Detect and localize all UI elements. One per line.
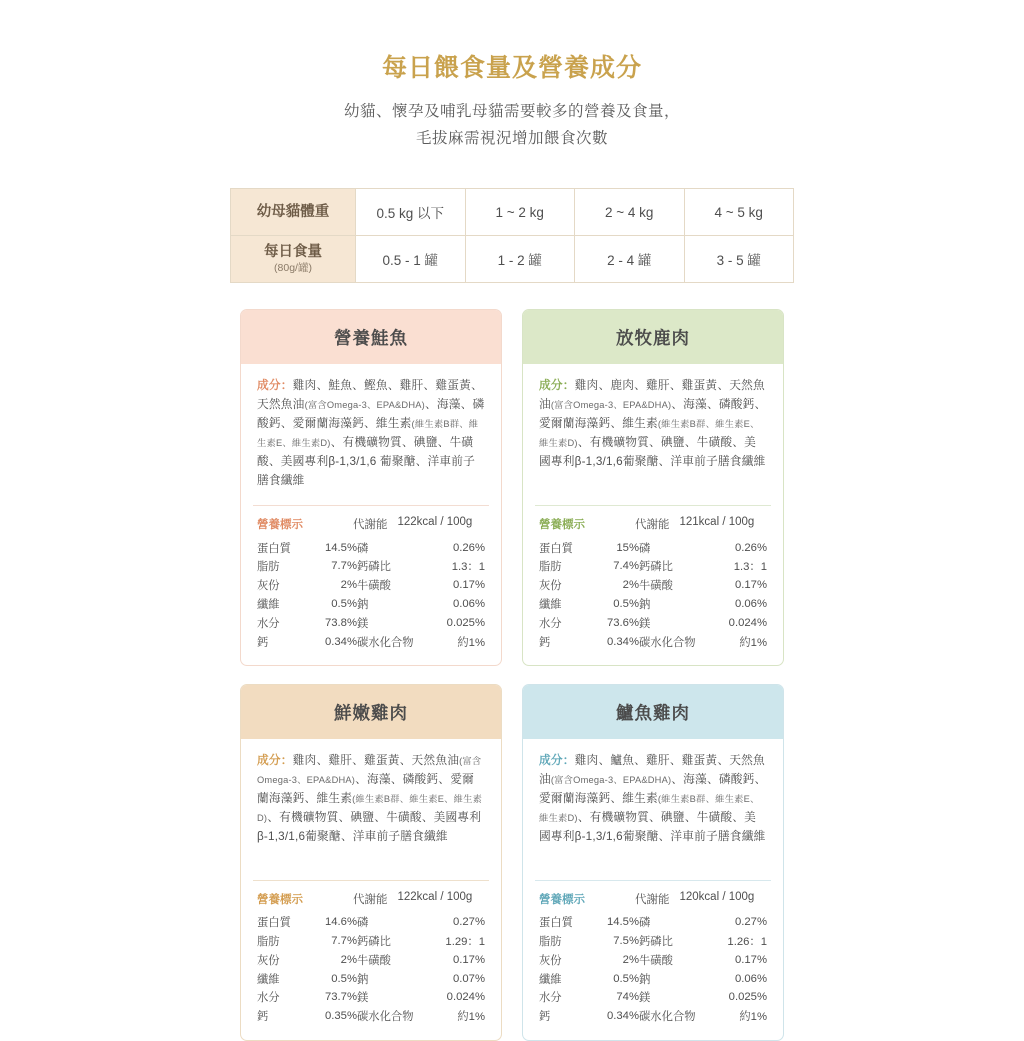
nutrient-name: 鈣 (539, 1011, 551, 1024)
subtitle-line-1: 幼貓、懷孕及哺乳母貓需要較多的營養及食量， (343, 103, 680, 120)
nutrient-name: 鈣 (257, 636, 269, 649)
row-header-weight: 幼母貓體重 (231, 189, 356, 236)
table-row (257, 951, 485, 970)
nutrient-name: 水分 (257, 617, 280, 630)
nutrient-value: 2% (340, 579, 357, 592)
ingredients-label: 成分： (539, 753, 575, 767)
ingredients-note-1: (富含Omega-3、EPA&DHA) (550, 774, 672, 785)
ingredients-label: 成分： (257, 379, 293, 393)
product-grid (230, 309, 794, 1040)
feeding-table-wrapper (230, 188, 794, 283)
nutrient-name: 牛磺酸 (639, 580, 673, 593)
nutrient-name: 蛋白質 (257, 917, 291, 930)
energy-label: 代謝能 (353, 519, 388, 532)
nutrient-value: 0.06% (734, 972, 767, 985)
feeding-table (230, 188, 794, 283)
nutrient-name: 灰份 (539, 954, 562, 967)
energy-value: 121kcal / 100g (679, 516, 755, 529)
table-row (539, 595, 767, 614)
table-row (257, 538, 485, 557)
nutrient-name: 灰份 (257, 580, 280, 593)
ingredients-text-4: 、有機礦物質、碘鹽、牛磺酸、美國專利β-1,3/1,6 葡聚醣、洋車前子膳食纖維 (257, 436, 476, 488)
nutrient-value: 1.3：1 (451, 561, 485, 574)
table-row (257, 932, 485, 951)
nutrient-name: 牛磺酸 (639, 954, 673, 967)
nutrient-value: 0.5% (331, 972, 357, 985)
ingredients-note-2: (維生素B群、維生素E、維生素D) (539, 793, 760, 823)
nutrient-value: 0.024% (728, 616, 767, 629)
ingredients-text-2: 天然魚油 (257, 398, 305, 412)
nutrient-name: 磷 (639, 542, 651, 555)
ingredients-text-1: 雞肉、雞肝、雞蛋黃、天然魚油 (292, 753, 460, 767)
product-card-chicken (240, 684, 502, 1041)
table-row (257, 576, 485, 595)
nutrient-name: 牛磺酸 (357, 580, 391, 593)
nutrient-name: 鈣 (539, 636, 551, 649)
ingredients-text-1: 雞肉、鹿肉、雞肝、雞蛋黃、天然魚油 (539, 379, 765, 412)
ingredients-note-1: (富含Omega-3、EPA&DHA) (257, 755, 482, 785)
energy-label: 代謝能 (635, 893, 670, 906)
nutrient-name: 磷 (357, 917, 369, 930)
ingredients-text-1: 雞肉、鱸魚、雞肝、雞蛋黃、天然魚油 (539, 753, 765, 786)
ingredients-text-3: 、海藻、磷酸鈣、愛爾蘭海藻鈣、維生素 (257, 772, 474, 805)
table-row (539, 613, 767, 632)
row-header-amount (231, 236, 356, 283)
nutrient-name: 脂肪 (539, 561, 562, 574)
energy-value: 122kcal / 100g (397, 890, 473, 903)
table-row (539, 951, 767, 970)
ingredients-text-4: 、有機礦物質、碘鹽、牛磺酸、美國專利β-1,3/1,6葡聚醣、洋車前子膳食纖維 (539, 810, 766, 843)
nutrient-name: 水分 (539, 992, 562, 1005)
product-ingredients (241, 739, 501, 880)
product-ingredients (523, 739, 783, 880)
nutrition-header (539, 516, 767, 532)
product-title: 鱸魚雞肉 (523, 685, 783, 739)
amount-cell-3: 3 - 5 罐 (684, 236, 794, 283)
nutrient-name: 碳水化合物 (357, 1011, 414, 1024)
ingredients-note-2: (維生素B群、維生素E、維生素D) (257, 793, 483, 823)
table-row (257, 613, 485, 632)
product-title: 營養鮭魚 (241, 310, 501, 364)
ingredients-text-4: 、有機礦物質、碘鹽、牛磺酸、美國專利β-1,3/1,6葡聚醣、洋車前子膳食纖維 (257, 810, 482, 843)
page-subtitle (230, 98, 794, 152)
ingredients-text-1: 雞肉、鮭魚、鰹魚、雞肝、雞蛋黃、 (292, 379, 483, 393)
energy-label: 代謝能 (353, 893, 388, 906)
table-row (257, 913, 485, 932)
nutrient-name: 纖維 (539, 598, 562, 611)
nutrient-value: 0.024% (446, 991, 485, 1004)
ingredients-note-2: (維生素B群、維生素E、維生素D) (539, 419, 760, 449)
nutrient-value: 2% (340, 953, 357, 966)
nutrition-header (257, 891, 485, 907)
nutrient-name: 鎂 (639, 617, 651, 630)
row-header-amount-sublabel: (80g/罐) (274, 262, 312, 275)
nutrient-name: 脂肪 (539, 936, 562, 949)
product-title: 放牧鹿肉 (523, 310, 783, 364)
table-row (539, 932, 767, 951)
nutrient-value: 0.27% (734, 916, 767, 929)
nutrient-name: 鈉 (357, 973, 369, 986)
nutrient-value: 73.8% (324, 616, 357, 629)
nutrient-name: 鎂 (639, 992, 651, 1005)
nutrient-value: 0.26% (452, 541, 485, 554)
table-row (257, 969, 485, 988)
table-row (539, 538, 767, 557)
nutrient-name: 水分 (257, 992, 280, 1005)
product-ingredients (523, 364, 783, 505)
table-row (257, 632, 485, 651)
nutrient-name: 碳水化合物 (639, 1011, 696, 1024)
nutrient-value: 1.29：1 (445, 936, 485, 949)
table-row (257, 595, 485, 614)
nutrition-label: 營養標示 (257, 519, 303, 532)
nutrient-value: 1.26：1 (727, 936, 767, 949)
ingredients-text-3: 、海藻、磷酸鈣、愛爾蘭海藻鈣、維生素 (257, 398, 485, 431)
nutrient-value: 0.17% (452, 953, 485, 966)
nutrient-value: 15% (616, 541, 639, 554)
nutrient-name: 蛋白質 (257, 542, 291, 555)
nutrient-value: 14.5% (324, 541, 357, 554)
nutrition-table (539, 913, 767, 1026)
product-card-salmon (240, 309, 502, 666)
nutrition-header (539, 891, 767, 907)
weight-cell-0: 0.5 kg 以下 (356, 189, 466, 236)
nutrient-value: 0.34% (606, 635, 639, 648)
table-row (539, 557, 767, 576)
nutrient-value: 2% (622, 953, 639, 966)
nutrient-value: 0.26% (734, 541, 767, 554)
nutrient-value: 0.07% (452, 972, 485, 985)
nutrient-name: 磷 (357, 542, 369, 555)
energy-label: 代謝能 (635, 519, 670, 532)
nutrient-name: 碳水化合物 (357, 636, 414, 649)
nutrient-value: 14.6% (324, 916, 357, 929)
nutrient-value: 7.4% (613, 560, 639, 573)
nutrient-name: 蛋白質 (539, 917, 573, 930)
nutrient-value: 0.17% (452, 579, 485, 592)
nutrient-value: 約1% (739, 1011, 767, 1024)
nutrient-name: 纖維 (539, 973, 562, 986)
ingredients-text-3: 、海藻、磷酸鈣、愛爾蘭海藻鈣、維生素 (539, 772, 767, 805)
nutrient-name: 鈉 (639, 973, 651, 986)
nutrient-value: 約1% (739, 636, 767, 649)
nutrient-value: 7.7% (331, 560, 357, 573)
ingredients-note-1: (富含Omega-3、EPA&DHA) (550, 400, 672, 411)
nutrient-name: 鈉 (639, 598, 651, 611)
product-title: 鮮嫩雞肉 (241, 685, 501, 739)
nutrient-value: 74% (616, 991, 639, 1004)
ingredients-text-3: 、海藻、磷酸鈣、愛爾蘭海藻鈣、維生素 (539, 398, 767, 431)
table-row (257, 988, 485, 1007)
table-row (257, 557, 485, 576)
nutrition-section (241, 881, 501, 1040)
nutrient-name: 纖維 (257, 973, 280, 986)
weight-cell-1: 1 ~ 2 kg (465, 189, 575, 236)
table-row (539, 632, 767, 651)
nutrition-section (241, 506, 501, 665)
ingredients-note-2: (維生素B群、維生素E、維生素D) (257, 419, 479, 449)
amount-cell-2: 2 - 4 罐 (575, 236, 685, 283)
nutrient-value: 7.5% (613, 935, 639, 948)
nutrition-header (257, 516, 485, 532)
nutrient-value: 0.06% (734, 597, 767, 610)
ingredients-text-4: 、有機礦物質、碘鹽、牛磺酸、美國專利β-1,3/1,6葡聚醣、洋車前子膳食纖維 (539, 436, 766, 469)
ingredients-note-1: (富含Omega-3、EPA&DHA) (304, 400, 425, 411)
nutrient-name: 鈣 (257, 1011, 269, 1024)
nutrition-label: 營養標示 (539, 893, 585, 906)
nutrient-name: 水分 (539, 617, 562, 630)
table-row (539, 1007, 767, 1026)
nutrient-value: 0.35% (324, 1010, 357, 1023)
table-row (539, 913, 767, 932)
nutrient-value: 73.7% (324, 991, 357, 1004)
row-header-amount-label: 每日食量 (264, 244, 322, 261)
nutrient-value: 0.5% (613, 597, 639, 610)
page-title: 每日餵食量及營養成分 (381, 54, 642, 82)
nutrient-value: 0.025% (446, 616, 485, 629)
nutrient-name: 鎂 (357, 617, 369, 630)
nutrient-value: 7.7% (331, 935, 357, 948)
nutrient-name: 鈣磷比 (357, 936, 391, 949)
nutrient-name: 脂肪 (257, 936, 280, 949)
table-row-amount (231, 236, 794, 283)
nutrient-name: 鈣磷比 (357, 561, 391, 574)
product-card-seabass (522, 684, 784, 1041)
nutrient-value: 1.3：1 (733, 561, 767, 574)
nutrient-name: 磷 (639, 917, 651, 930)
energy-value: 120kcal / 100g (679, 890, 755, 903)
nutrition-label: 營養標示 (257, 893, 303, 906)
nutrient-value: 約1% (457, 636, 485, 649)
nutrient-value: 0.025% (728, 991, 767, 1004)
nutrition-label: 營養標示 (539, 519, 585, 532)
nutrient-name: 蛋白質 (539, 542, 573, 555)
nutrient-value: 0.34% (324, 635, 357, 648)
table-row (257, 1007, 485, 1026)
nutrient-value: 0.17% (734, 953, 767, 966)
nutrient-value: 0.5% (331, 597, 357, 610)
nutrient-name: 脂肪 (257, 561, 280, 574)
nutrient-name: 牛磺酸 (357, 954, 391, 967)
product-card-venison (522, 309, 784, 666)
energy-value: 122kcal / 100g (397, 516, 473, 529)
nutrition-table (257, 538, 485, 651)
nutrient-name: 鈣磷比 (639, 936, 673, 949)
table-row (539, 988, 767, 1007)
table-row (539, 969, 767, 988)
nutrition-section (523, 881, 783, 1040)
nutrient-value: 14.5% (606, 916, 639, 929)
nutrient-value: 2% (622, 579, 639, 592)
table-row (539, 576, 767, 595)
nutrient-value: 0.17% (734, 579, 767, 592)
nutrient-name: 灰份 (257, 954, 280, 967)
nutrient-name: 纖維 (257, 598, 280, 611)
nutrition-table (539, 538, 767, 651)
amount-cell-0: 0.5 - 1 罐 (356, 236, 466, 283)
nutrient-value: 約1% (457, 1011, 485, 1024)
nutrition-table (257, 913, 485, 1026)
nutrient-name: 灰份 (539, 580, 562, 593)
nutrient-name: 鈣磷比 (639, 561, 673, 574)
nutrient-name: 鎂 (357, 992, 369, 1005)
nutrient-name: 鈉 (357, 598, 369, 611)
weight-cell-3: 4 ~ 5 kg (684, 189, 794, 236)
subtitle-line-2: 毛拔麻需視況增加餵食次數 (415, 130, 608, 148)
table-row-weight (231, 189, 794, 236)
amount-cell-1: 1 - 2 罐 (465, 236, 575, 283)
ingredients-label: 成分： (257, 753, 293, 767)
nutrient-value: 73.6% (606, 616, 639, 629)
nutrient-value: 0.27% (452, 916, 485, 929)
nutrient-value: 0.34% (606, 1010, 639, 1023)
nutrient-value: 0.06% (452, 597, 485, 610)
weight-cell-2: 2 ~ 4 kg (575, 189, 685, 236)
nutrient-name: 碳水化合物 (639, 636, 696, 649)
nutrient-value: 0.5% (613, 972, 639, 985)
product-ingredients (241, 364, 501, 505)
nutrition-section (523, 506, 783, 665)
ingredients-label: 成分： (539, 379, 575, 393)
